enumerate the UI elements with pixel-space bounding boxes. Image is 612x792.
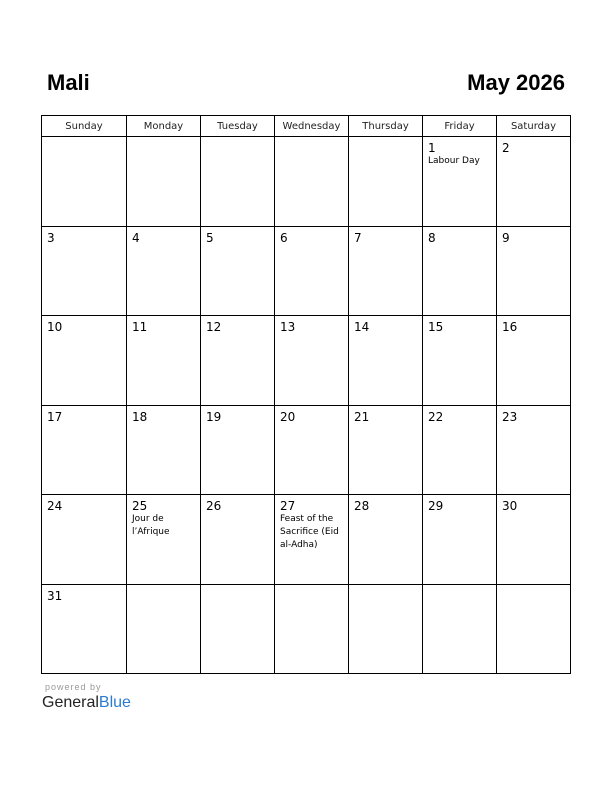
day-number: 28 bbox=[354, 499, 370, 513]
day-cell bbox=[275, 316, 349, 406]
day-cell bbox=[497, 226, 571, 316]
weekday-sunday: Sunday bbox=[42, 116, 127, 137]
weekday-saturday: Saturday bbox=[497, 116, 571, 137]
day-number: 25 bbox=[132, 499, 148, 513]
brand-general: General bbox=[42, 694, 99, 711]
day-number: 29 bbox=[428, 499, 444, 513]
day-cell bbox=[201, 137, 275, 227]
day-number: 17 bbox=[47, 409, 63, 424]
day-number: 5 bbox=[206, 230, 214, 245]
day-cell bbox=[127, 495, 201, 585]
day-number: 14 bbox=[354, 320, 370, 334]
weekday-tuesday: Tuesday bbox=[201, 116, 275, 137]
holiday-label: Feast of the Sacrifice (Eid al-Adha) bbox=[280, 514, 339, 550]
day-number: 7 bbox=[354, 230, 362, 245]
day-number: 4 bbox=[132, 230, 140, 245]
day-cell bbox=[423, 584, 497, 674]
calendar-grid bbox=[41, 115, 571, 674]
day-cell bbox=[349, 137, 423, 227]
day-cell bbox=[423, 405, 497, 495]
day-cell bbox=[201, 405, 275, 495]
day-cell bbox=[349, 226, 423, 316]
holiday-label: Jour de l’Afrique bbox=[132, 514, 170, 537]
day-cell bbox=[497, 316, 571, 406]
holiday-label: Labour Day bbox=[428, 156, 480, 166]
day-cell bbox=[349, 316, 423, 406]
day-number: 27 bbox=[280, 499, 296, 513]
day-cell bbox=[349, 405, 423, 495]
day-number: 30 bbox=[502, 499, 518, 513]
day-cell bbox=[497, 137, 571, 227]
day-number: 23 bbox=[502, 409, 518, 424]
month-year-title: May 2026 bbox=[467, 70, 565, 95]
weekday-friday: Friday bbox=[423, 116, 497, 137]
day-number: 11 bbox=[132, 320, 148, 334]
week-row bbox=[42, 137, 571, 227]
weekday-header-row bbox=[42, 116, 571, 137]
day-cell bbox=[201, 316, 275, 406]
day-cell bbox=[201, 495, 275, 585]
weekday-monday: Monday bbox=[127, 116, 201, 137]
day-cell bbox=[275, 584, 349, 674]
day-number: 3 bbox=[47, 230, 55, 245]
day-cell bbox=[497, 405, 571, 495]
day-number: 31 bbox=[47, 588, 63, 603]
day-cell bbox=[423, 137, 497, 227]
day-cell bbox=[349, 495, 423, 585]
day-number: 22 bbox=[428, 409, 444, 424]
day-number: 9 bbox=[502, 230, 510, 245]
day-cell bbox=[201, 226, 275, 316]
week-row bbox=[42, 584, 571, 674]
day-number: 21 bbox=[354, 409, 370, 424]
day-cell bbox=[423, 226, 497, 316]
day-cell bbox=[42, 405, 127, 495]
day-number: 19 bbox=[206, 409, 222, 424]
day-cell bbox=[423, 316, 497, 406]
day-cell bbox=[42, 495, 127, 585]
day-cell bbox=[201, 584, 275, 674]
day-number: 18 bbox=[132, 409, 148, 424]
day-cell bbox=[275, 405, 349, 495]
day-cell bbox=[275, 495, 349, 585]
week-row bbox=[42, 316, 571, 406]
country-title: Mali bbox=[47, 70, 90, 95]
week-row bbox=[42, 405, 571, 495]
day-number: 1 bbox=[428, 141, 436, 155]
day-number: 16 bbox=[502, 320, 518, 334]
day-cell bbox=[127, 137, 201, 227]
day-cell bbox=[423, 495, 497, 585]
day-cell bbox=[275, 226, 349, 316]
weekday-thursday: Thursday bbox=[349, 116, 423, 137]
day-cell bbox=[42, 584, 127, 674]
brand-blue: Blue bbox=[98, 694, 131, 711]
day-cell bbox=[497, 584, 571, 674]
week-row bbox=[42, 226, 571, 316]
brand-logo[interactable] bbox=[42, 694, 131, 712]
day-cell bbox=[127, 226, 201, 316]
day-number: 12 bbox=[206, 320, 222, 334]
day-number: 24 bbox=[47, 499, 63, 513]
day-number: 26 bbox=[206, 499, 222, 513]
powered-by-label: powered by bbox=[45, 682, 102, 692]
day-cell bbox=[127, 405, 201, 495]
day-number: 8 bbox=[428, 230, 436, 245]
day-number: 13 bbox=[280, 320, 296, 334]
day-cell bbox=[42, 226, 127, 316]
day-cell bbox=[275, 137, 349, 227]
week-row bbox=[42, 495, 571, 585]
day-number: 10 bbox=[47, 320, 63, 334]
day-number: 15 bbox=[428, 320, 444, 334]
day-cell bbox=[127, 584, 201, 674]
day-cell bbox=[127, 316, 201, 406]
weekday-wednesday: Wednesday bbox=[275, 116, 349, 137]
day-cell bbox=[497, 495, 571, 585]
day-number: 20 bbox=[280, 409, 296, 424]
day-number: 2 bbox=[502, 141, 510, 155]
day-number: 6 bbox=[280, 230, 288, 245]
day-cell bbox=[42, 137, 127, 227]
day-cell bbox=[42, 316, 127, 406]
day-cell bbox=[349, 584, 423, 674]
